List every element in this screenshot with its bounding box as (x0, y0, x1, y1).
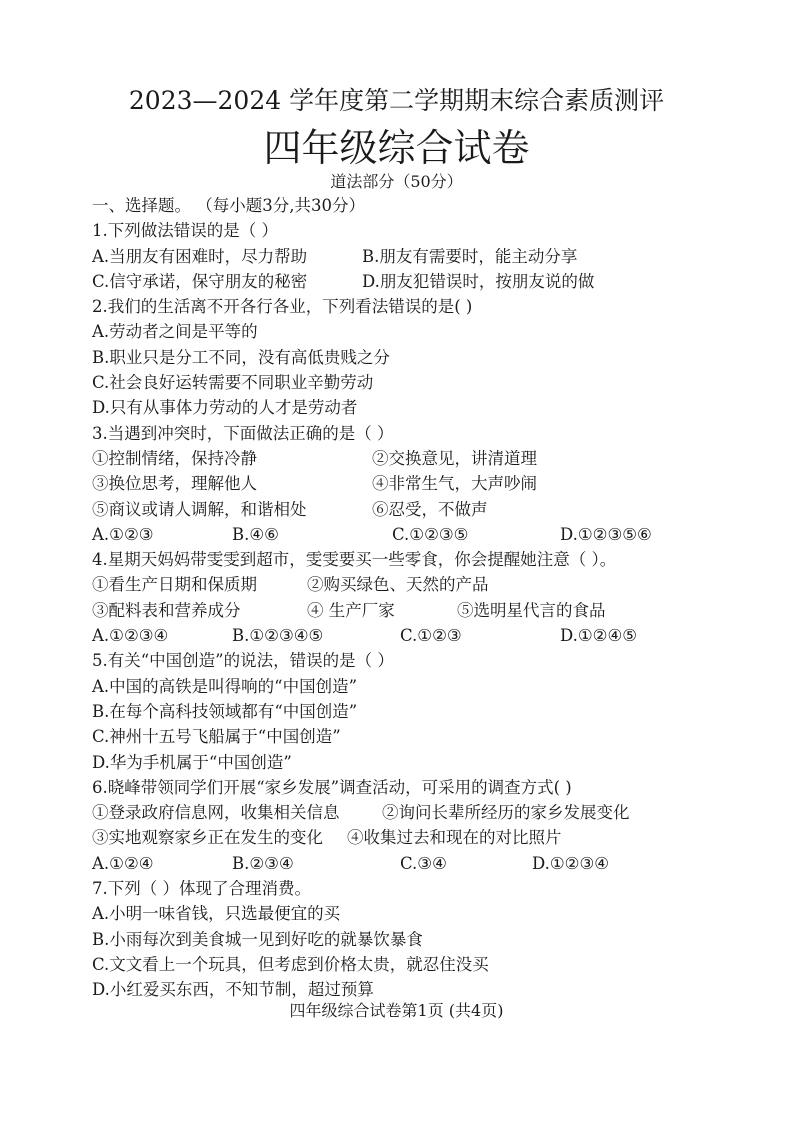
statement-3: ③配料表和营养成分 (92, 600, 241, 620)
question-1-stem: 1.下列做法错误的是（ ） (92, 221, 278, 241)
option-c: C.文文看上一个玩具，但考虑到价格太贵，就忍住没买 (92, 954, 489, 974)
question-5-stem: 5.有关“中国创造”的说法，错误的是（ ） (92, 651, 394, 671)
question-7-stem: 7.下列（ ）体现了合理消费。 (92, 879, 311, 899)
question-1-options-row2 (92, 269, 772, 294)
option-d: D.①②③⑤⑥ (560, 524, 652, 544)
option-a: A.劳动者之间是平等的 (92, 322, 258, 342)
option-d: D.①②③④ (532, 853, 610, 873)
statement-6: ⑥忍受，不做声 (372, 499, 488, 519)
statement-4: ④收集过去和现在的对比照片 (347, 828, 562, 848)
statement-1: ①看生产日期和保质期 (92, 575, 257, 595)
option-b: B.④⑥ (232, 524, 279, 544)
option-b: B.小雨每次到美食城一见到好吃的就暴饮暴食 (92, 929, 423, 949)
exam-title-line1: 2023—2024 学年度第二学期期末综合素质测评 (128, 86, 665, 115)
question-2-stem: 2.我们的生活离不开各行各业，下列看法错误的是( ) (92, 297, 473, 317)
statement-row (92, 446, 772, 471)
option-b: B.朋友有需要时，能主动分享 (362, 246, 578, 266)
statement-3: ③实地观察家乡正在发生的变化 (92, 828, 323, 848)
statement-5: ⑤选明星代言的食品 (457, 600, 606, 620)
statement-4: ④ 生产厂家 (307, 600, 395, 620)
statement-2: ②购买绿色、天然的产品 (307, 575, 489, 595)
option-a: A.小明一味省钱，只选最便宜的买 (92, 904, 341, 924)
option-c: C.社会良好运转需要不同职业辛勤劳动 (92, 373, 374, 393)
part-heading: 一、选择题。 （每小题3分,共30分） (92, 196, 365, 215)
option-d: D.小红爱买东西，不知节制，超过预算 (92, 980, 374, 1000)
question-6-options (92, 851, 772, 876)
statement-row (92, 572, 772, 597)
option-d: D.①②④⑤ (560, 626, 638, 646)
question-4-stem: 4.星期天妈妈带雯雯到超市，雯雯要买一些零食，你会提醒她注意（ ）。 (92, 550, 617, 570)
option-d: D.朋友犯错误时，按朋友说的做 (362, 271, 595, 291)
question-4-options (92, 623, 772, 648)
option-b: B.②③④ (232, 853, 294, 873)
option-a: A.①②③④ (92, 626, 169, 646)
section-subtitle: 道法部分（50分） (330, 172, 463, 191)
statement-row (92, 825, 772, 850)
statement-row (92, 800, 772, 825)
statement-4: ④非常生气，大声吵闹 (372, 474, 537, 494)
option-d: D.只有从事体力劳动的人才是劳动者 (92, 398, 358, 418)
option-c: C.③④ (400, 853, 447, 873)
statement-3: ③换位思考，理解他人 (92, 474, 257, 494)
option-c: C.神州十五号飞船属于“中国创造” (92, 727, 341, 747)
page-footer: 四年级综合试卷第1页 (共4页) (289, 1001, 504, 1020)
option-d: D.华为手机属于“中国创造” (92, 752, 292, 772)
question-6-stem: 6.晓峰带领同学们开展“家乡发展”调查活动，可采用的调查方式( ) (92, 777, 572, 797)
option-a: A.当朋友有困难时，尽力帮助 (92, 246, 308, 266)
option-b: B.职业只是分工不同，没有高低贵贱之分 (92, 347, 390, 367)
option-c: C.①②③ (400, 626, 462, 646)
question-body (92, 193, 772, 1003)
option-a: A.中国的高铁是叫得响的“中国创造” (92, 676, 358, 696)
statement-5: ⑤商议或请人调解，和谐相处 (92, 499, 307, 519)
option-a: A.①②④ (92, 853, 154, 873)
question-3-options (92, 522, 772, 547)
statement-row (92, 497, 772, 522)
option-b: B.在每个高科技领域都有“中国创造” (92, 701, 358, 721)
question-1-options-row1 (92, 244, 772, 269)
option-c: C.信守承诺，保守朋友的秘密 (92, 271, 308, 291)
option-a: A.①②③ (92, 524, 154, 544)
statement-1: ①登录政府信息网，收集相关信息 (92, 803, 340, 823)
question-3-stem: 3.当遇到冲突时，下面做法正确的是（ ） (92, 423, 394, 443)
option-b: B.①②③④⑤ (232, 626, 324, 646)
option-c: C.①②③⑤ (392, 524, 469, 544)
statement-row (92, 471, 772, 496)
exam-title-line2: 四年级综合试卷 (263, 126, 530, 170)
statement-row (92, 598, 772, 623)
statement-2: ②交换意见，讲清道理 (372, 448, 537, 468)
statement-1: ①控制情绪，保持冷静 (92, 448, 257, 468)
statement-2: ②询问长辈所经历的家乡发展变化 (382, 803, 630, 823)
